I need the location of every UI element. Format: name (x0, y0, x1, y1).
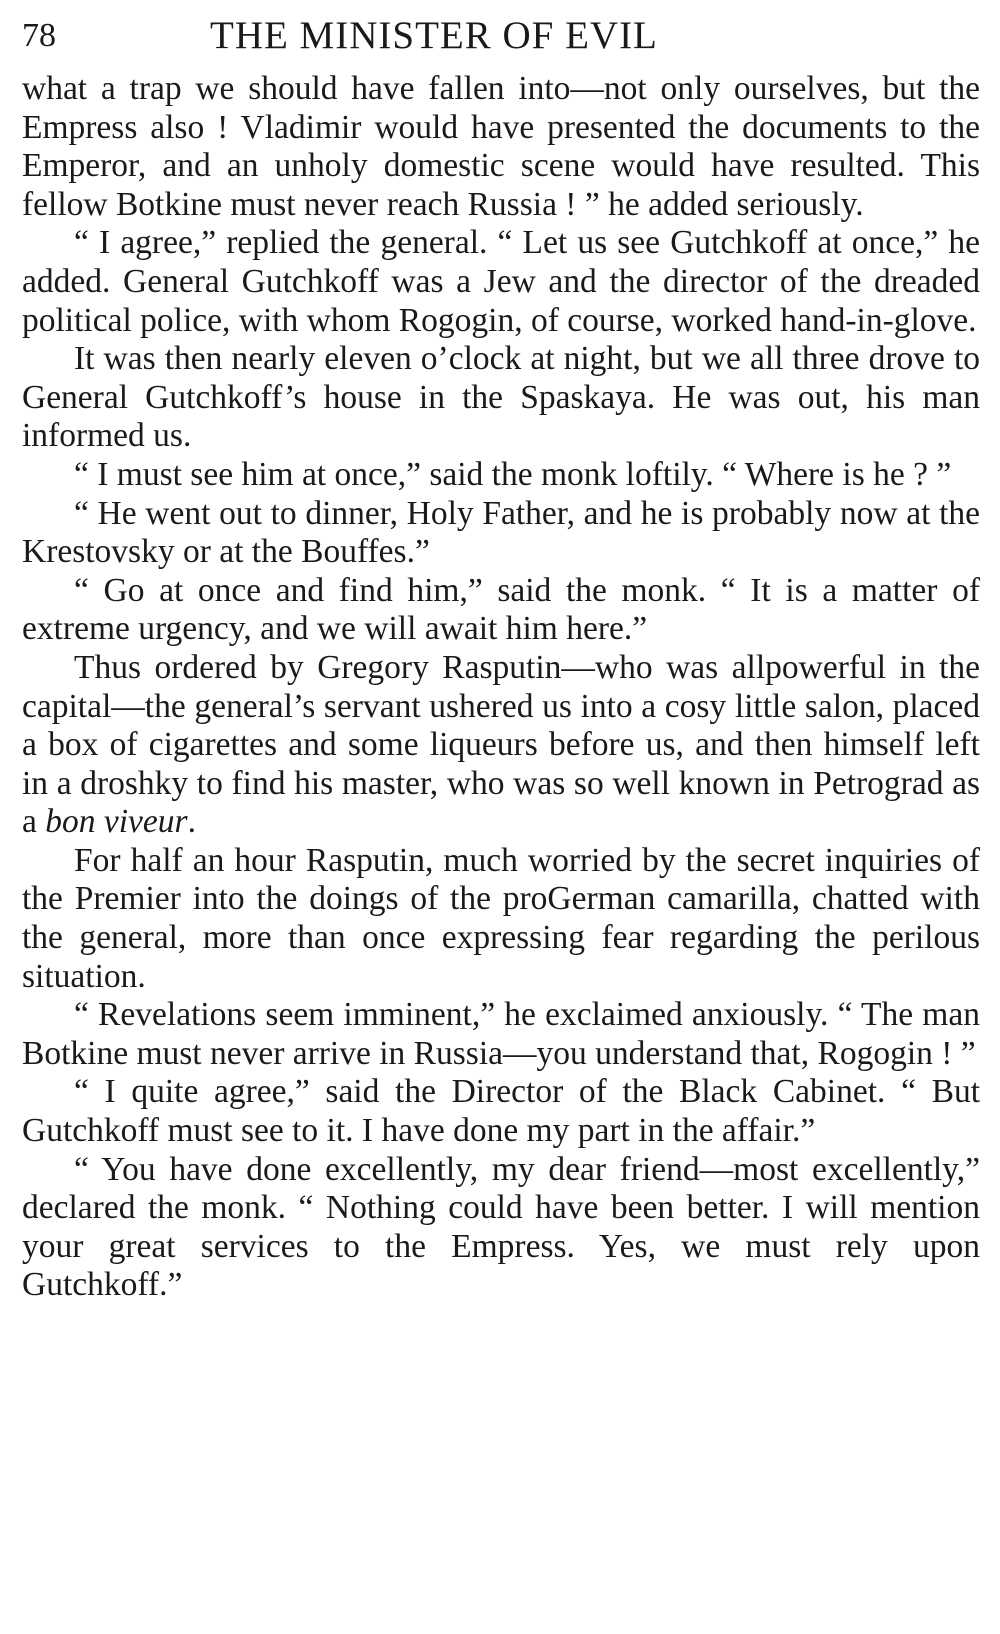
paragraph-text: . (187, 803, 196, 841)
paragraph: “ I must see him at once,” said the monk loftily. “ Where is he ? ” (74, 455, 952, 493)
running-title: THE MINISTER OF EVIL (210, 14, 658, 57)
paragraph: It was then nearly eleven o’clock at night, but we all three drove to General Gutchkoff’s house in the Spaskaya. He was out, his man informed us. (22, 340, 980, 455)
paragraph: “ Go at once and find him,” said the monk. “ It is a matter of extreme urgency, and we will await him here.” (22, 571, 980, 648)
paragraph: “ I quite agree,” said the Director of the Black Cabinet. “ But Gutchkoff must see to it. I have done my part in the affair.” (22, 1073, 980, 1150)
body-text (22, 70, 980, 1305)
paragraph: “ I agree,” replied the general. “ Let us see Gutchkoff at once,” he added. General Gutchkoff was a Jew and the director of the dreaded political police, with whom Rogogin, of course, worked hand-in-glove. (22, 224, 980, 339)
paragraph: For half an hour Rasputin, much worried by the secret inquiries of the Premier into the doings of the proGerman camarilla, chatted with the general, more than once expressing fear regarding the perilous situation. (22, 841, 980, 995)
paragraph (22, 649, 980, 842)
paragraph: “ Revelations seem imminent,” he exclaimed anxiously. “ The man Botkine must never arrive in Russia—you understand that, Rogogin ! ” (22, 996, 980, 1072)
paragraph: “ You have done excellently, my dear friend—most excellently,” declared the monk. “ Nothing could have been better. I will mention your great services to the Empress. Yes, we must rely upon Gutchkoff.” (22, 1150, 980, 1304)
page-header (22, 8, 980, 70)
paragraph: “ He went out to dinner, Holy Father, and he is probably now at the Krestovsky or at the Bouffes.” (22, 494, 980, 571)
paragraph-text: Thus ordered by Gregory Rasputin—who was allpowerful in the capital—the general’s servant ushered us into a cosy little salon, placed a box of cigarettes and some liqueurs before us, and then himself left in a droshky to find his master, who was so well known in Petrograd as a (22, 648, 980, 841)
page-number: 78 (22, 17, 56, 54)
emphasis-text: bon viveur (45, 803, 188, 841)
book-page (22, 8, 980, 1628)
paragraph: what a trap we should have fallen into—not only ourselves, but the Empress also ! Vladimir would have presented the documents to the Emperor, and an unholy domestic scene would have resulted. This fellow Botkine must never reach Russia ! ” he added seriously. (22, 70, 980, 223)
